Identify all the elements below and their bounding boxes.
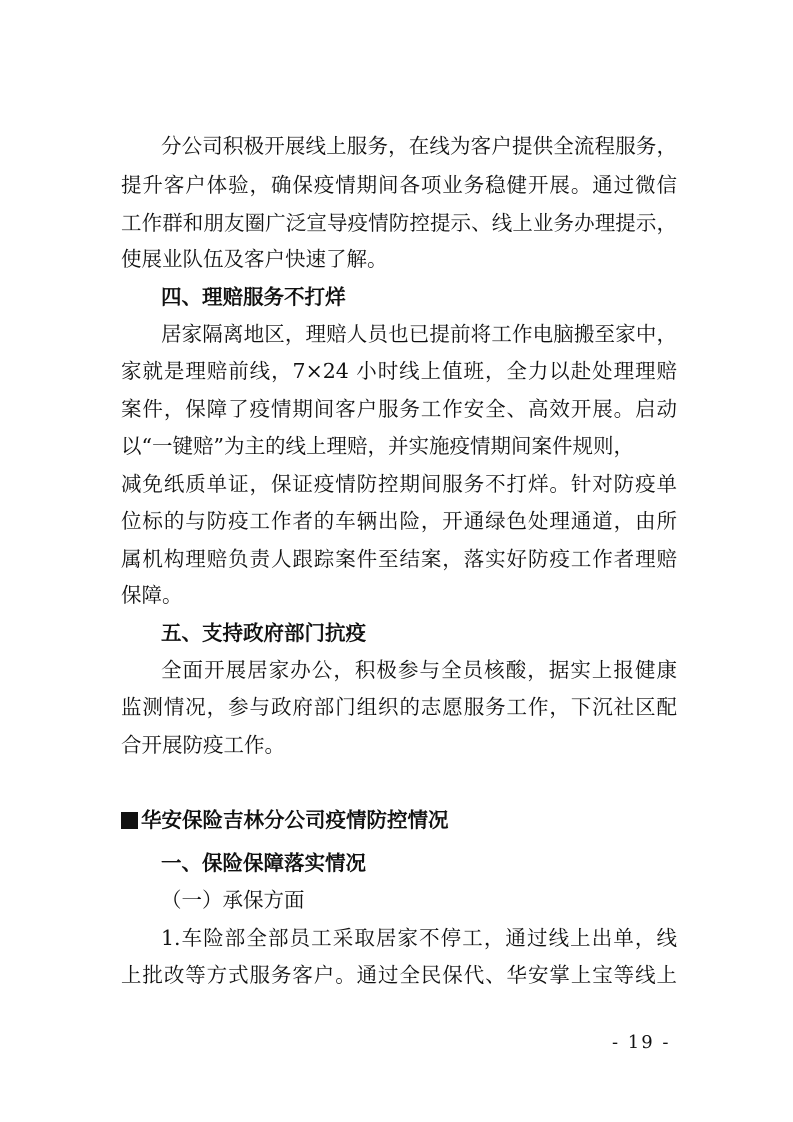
paragraph-line: 监测情况，参与政府部门组织的志愿服务工作，下沉社区配 [121, 695, 677, 719]
section-heading-one: 一、保险保障落实情况 [161, 851, 366, 875]
page-number: - 19 - [612, 1032, 671, 1053]
paragraph-line: 分公司积极开展线上服务，在线为客户提供全流程服务， [161, 134, 677, 158]
paragraph-line: 位标的与防疫工作者的车辆出险，开通绿色处理通道，由所 [121, 509, 677, 533]
subheading-underwriting: （一）承保方面 [161, 888, 305, 912]
section-heading-four: 四、理赔服务不打烊 [161, 285, 346, 309]
paragraph-line: 家就是理赔前线，7×24 小时线上值班，全力以赴处理理赔 [121, 359, 677, 383]
paragraph-line: 1.车险部全部员工采取居家不停工，通过线上出单，线 [161, 926, 677, 950]
paragraph-line: 全面开展居家办公，积极参与全员核酸，据实上报健康 [161, 658, 677, 682]
black-square-icon [121, 812, 138, 829]
paragraph-line: 工作群和朋友圈广泛宣导疫情防控提示、线上业务办理提示， [121, 211, 677, 235]
section-title-text: 华安保险吉林分公司疫情防控情况 [141, 808, 449, 832]
paragraph-line: 上批改等方式服务客户。通过全民保代、华安掌上宝等线上 [121, 963, 677, 987]
paragraph-line: 保障。 [121, 583, 183, 607]
paragraph-line: 居家隔离地区，理赔人员也已提前将工作电脑搬至家中， [161, 322, 677, 346]
paragraph-line: 以“一键赔”为主的线上理赔，并实施疫情期间案件规则， [121, 434, 634, 458]
paragraph-line: 属机构理赔负责人跟踪案件至结案，落实好防疫工作者理赔 [121, 547, 677, 571]
paragraph-line: 减免纸质单证，保证疫情防控期间服务不打烊。针对防疫单 [121, 472, 677, 496]
paragraph-line: 使展业队伍及客户快速了解。 [121, 247, 388, 271]
section-heading-five: 五、支持政府部门抗疫 [161, 621, 366, 645]
paragraph-line: 提升客户体验，确保疫情期间各项业务稳健开展。通过微信 [121, 173, 677, 197]
section-title [121, 806, 449, 834]
paragraph-line: 案件，保障了疫情期间客户服务工作安全、高效开展。启动 [121, 397, 677, 421]
paragraph-line: 合开展防疫工作。 [121, 733, 285, 757]
